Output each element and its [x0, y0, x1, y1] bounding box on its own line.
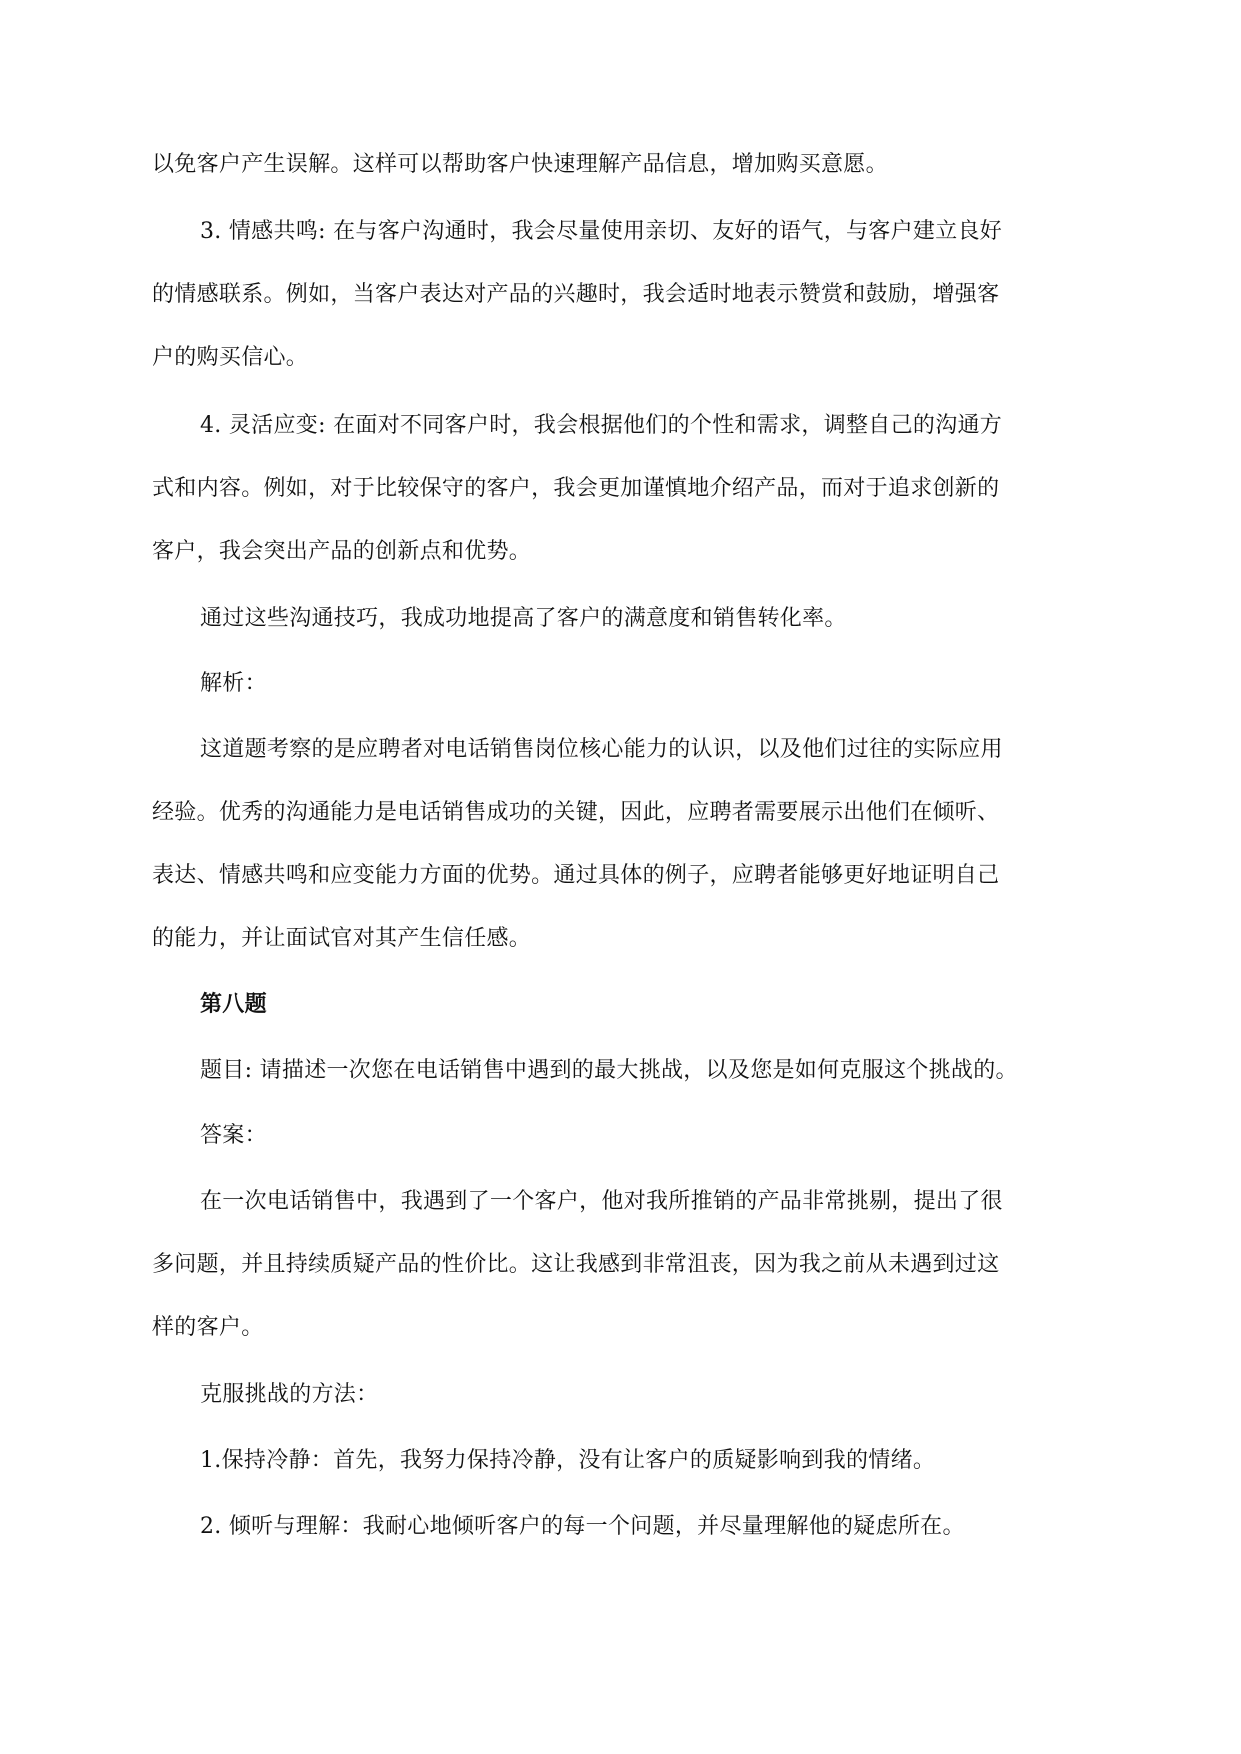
paragraph-line: 通过这些沟通技巧，我成功地提高了客户的满意度和销售转化率。: [200, 606, 847, 631]
section-label: 克服挑战的方法：: [200, 1382, 379, 1407]
paragraph-line: 以免客户产生误解。这样可以帮助客户快速理解产品信息，增加购买意愿。: [152, 152, 888, 177]
paragraph-line: 客户，我会突出产品的创新点和优势。: [152, 539, 532, 564]
paragraph-line: 表达、情感共鸣和应变能力方面的优势。通过具体的例子，应聘者能够更好地证明自己: [152, 863, 1000, 888]
question-heading: 第八题: [200, 992, 267, 1017]
paragraph-line: 的能力，并让面试官对其产生信任感。: [152, 926, 532, 951]
paragraph-line: 这道题考察的是应聘者对电话销售岗位核心能力的认识，以及他们过往的实际应用: [200, 737, 1003, 762]
paragraph-line: 的情感联系。例如，当客户表达对产品的兴趣时，我会适时地表示赞赏和鼓励，增强客: [152, 282, 1000, 307]
paragraph-line: 样的客户。: [152, 1315, 264, 1340]
section-label: 解析：: [200, 671, 267, 696]
paragraph-line: 在一次电话销售中，我遇到了一个客户，他对我所推销的产品非常挑剔，提出了很: [200, 1189, 1003, 1214]
question-prompt: 题目: 请描述一次您在电话销售中遇到的最大挑战，以及您是如何克服这个挑战的。: [200, 1058, 1018, 1083]
paragraph-line: 式和内容。例如，对于比较保守的客户，我会更加谨慎地介绍产品，而对于追求创新的: [152, 476, 1000, 501]
paragraph-line: 户的购买信心。: [152, 345, 309, 370]
paragraph-line: 多问题，并且持续质疑产品的性价比。这让我感到非常沮丧，因为我之前从未遇到过这: [152, 1252, 1000, 1277]
list-item: 1.保持冷静：首先，我努力保持冷静，没有让客户的质疑影响到我的情绪。: [200, 1448, 936, 1473]
list-item: 2. 倾听与理解：我耐心地倾听客户的每一个问题，并尽量理解他的疑虑所在。: [200, 1514, 965, 1539]
paragraph-line: 经验。优秀的沟通能力是电话销售成功的关键，因此，应聘者需要展示出他们在倾听、: [152, 800, 1000, 825]
paragraph-line: 3. 情感共鸣: 在与客户沟通时，我会尽量使用亲切、友好的语气，与客户建立良好: [200, 219, 1003, 244]
paragraph-line: 4. 灵活应变: 在面对不同客户时，我会根据他们的个性和需求，调整自己的沟通方: [200, 413, 1003, 438]
section-label: 答案：: [200, 1123, 267, 1148]
